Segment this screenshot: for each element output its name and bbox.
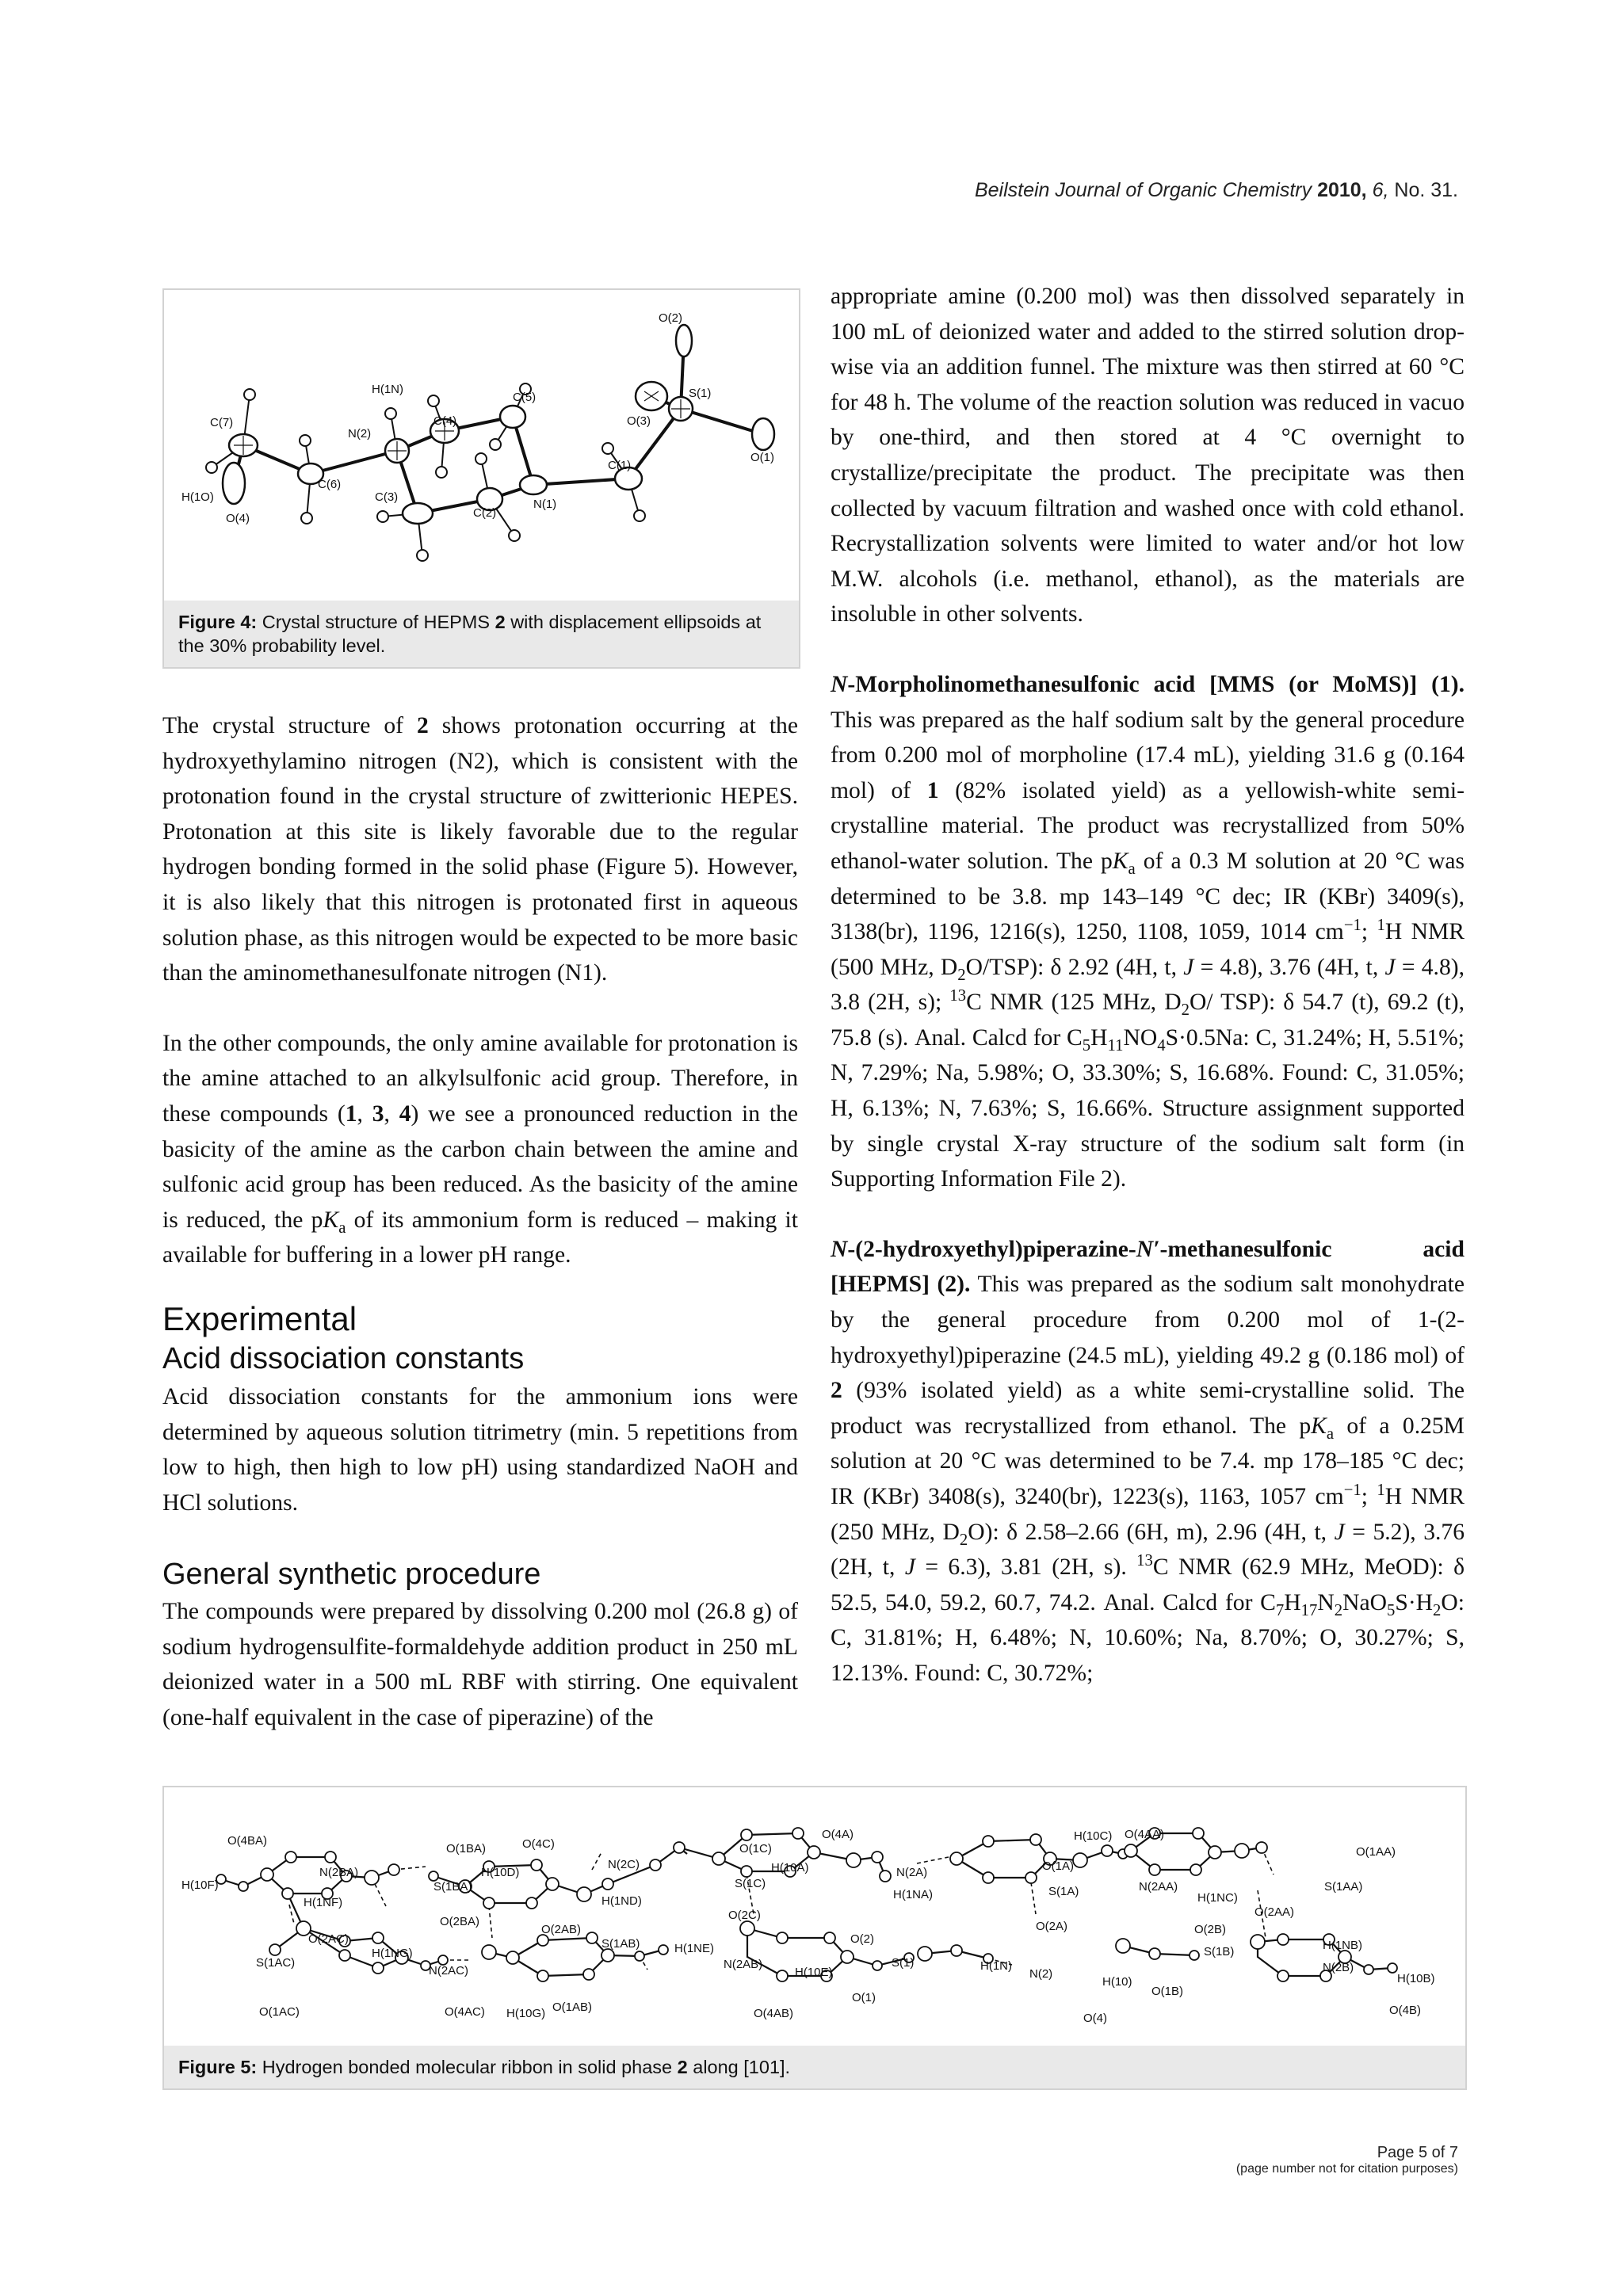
atom-label: H(10G) — [506, 2007, 546, 2020]
atom-label-N2: N(2) — [348, 427, 372, 441]
heading-experimental: Experimental — [162, 1300, 357, 1337]
atom-label: O(4BA) — [227, 1834, 268, 1848]
atom-label: O(1C) — [739, 1842, 772, 1855]
page-number-note: (page number not for citation purposes) — [1235, 2162, 1458, 2176]
atom-label: O(1AA) — [1356, 1845, 1396, 1859]
atom-label: H(1NA) — [893, 1888, 934, 1901]
atom-label: O(1BA) — [446, 1842, 487, 1855]
atom-label: O(2B) — [1194, 1923, 1227, 1936]
journal-year: 2010, — [1317, 179, 1367, 201]
paragraph-other-compounds: In the other compounds, the only amine available for protonation is the amine attached to an alkylsulfonic acid group. Therefore, in these compounds (1, 3, 4) we see a pronounced reduction in the basicity of the amine as the carbon chain between the amine and sulfonic acid group has been reduced. As the basicity of the amine is reduced, the $pK_a$ of its ammonium form is reduced – making it available for buffering in a lower pH range. — [162, 1030, 799, 1268]
left-column-body-1 — [162, 708, 798, 1273]
atom-label: N(2BA) — [319, 1866, 359, 1879]
atom-label-S1: S(1) — [689, 387, 712, 400]
figure-4 — [162, 288, 800, 669]
atom-label: N(2A) — [896, 1866, 928, 1879]
atom-label: O(2AA) — [1254, 1905, 1295, 1919]
atom-label: H(1NG) — [372, 1947, 413, 1960]
atom-label-O1: O(1) — [750, 451, 774, 464]
figure-4-label: Figure 4: — [178, 612, 258, 632]
atom-label: O(1A) — [1042, 1859, 1075, 1873]
atom-label: N(2AB) — [724, 1958, 763, 1971]
journal-number: No. 31. — [1394, 179, 1458, 201]
atom-label: N(2B) — [1323, 1961, 1354, 1974]
running-head — [975, 179, 1458, 202]
atom-label: H(10) — [1102, 1975, 1132, 1989]
atom-label: H(1NF) — [304, 1896, 343, 1909]
atom-label: O(1) — [852, 1991, 876, 2004]
mms-title: N-Morpholinomethanesulfonic acid [MMS (or MoMS)] (1). — [831, 671, 1465, 697]
atom-label: O(1AB) — [552, 2000, 593, 2014]
atom-label: S(1A) — [1048, 1885, 1079, 1898]
atom-label: O(2AC) — [308, 1932, 349, 1946]
atom-label: S(1C) — [735, 1877, 766, 1890]
figure-5-ribbon — [164, 1787, 1465, 2039]
atom-label: H(1N) — [980, 1959, 1012, 1973]
atom-label-O3: O(3) — [627, 414, 651, 428]
atom-label-C7: C(7) — [210, 416, 234, 429]
atom-label: H(10C) — [1074, 1829, 1113, 1843]
figure-5 — [162, 1786, 1467, 2090]
atom-label: O(1B) — [1151, 1985, 1184, 1998]
left-column-body-2 — [162, 1379, 798, 1520]
heading-acid-dissociation: Acid dissociation constants — [162, 1342, 525, 1375]
atom-label-C6: C(6) — [318, 478, 342, 491]
paragraph-mms: N-Morpholinomethanesulfonic acid [MMS (or MoMS)] (1). This was prepared as the half sodium salt by the general procedure from 0.200 mol of morpholine (17.4 mL), yielding 31.6 g (0.164 mol) of 1 (82% isolated yield) as a yellowish-white semi-crystalline material. The product was recrystallized from 50% ethanol-water solution. The $pK_a$ of a 0.3 M solution at 20 °C was determined to be 3.8. mp 143–149 °C dec; IR (KBr) 3409(s), 3138(br), 1196, 1216(s), 1250, 1108, 1059, 1014 $cm^{-1}$; $^1$H NMR (500 MHz, $D_2O/TSP$): δ 2.92 (4H, t, J = 4.8), 3.76 (4H, t, J = 4.8), 3.8 (2H, s); $^{13}$C NMR (125 MHz, $D_2O/$ TSP): δ 54.7 (t), 69.2 (t), 75.8 (s). Anal. Calcd for $C_5H_{11}NO_4S\cdot 0.5Na$: C, 31.24%; H, 5.51%; N, 7.29%; Na, 5.98%; O, 33.30%; S, 16.68%. Found: C, 31.05%; H, 6.13%; N, 7.63%; S, 16.66%. Structure assignment supported by single crystal X-ray structure of the sodium salt form (in Supporting Information File 2). — [831, 671, 1465, 1192]
atom-label: O(4) — [1083, 2012, 1107, 2025]
atom-label: H(1NB) — [1323, 1939, 1363, 1952]
atom-label: O(4AA) — [1125, 1828, 1165, 1841]
atom-label: O(1AC) — [259, 2005, 300, 2019]
atom-label-C1: C(1) — [608, 459, 632, 472]
atom-label: S(1B) — [1204, 1945, 1235, 1958]
atom-label: N(2C) — [608, 1858, 640, 1871]
paragraph-hepms: N-(2-hydroxyethyl)piperazine-N′-methanesulfonic acid [HEPMS] (2). This was prepared as the sodium salt monohydrate by the general procedure from 0.200 mol of 1-(2-hydroxyethyl)piperazine (24.5 mL), yielding 49.2 g (0.186 mol) of 2 (93% isolated yield) as a white semi-crystalline solid. The product was recrystallized from ethanol. The $pK_a$ of a 0.25M solution at 20 °C was determined to be 7.4. mp 178–185 °C dec; IR (KBr) 3408(s), 3240(br), 1223(s), 1163, 1057 $cm^{-1}$; $^1$H NMR (250 MHz, $D_2O$): δ 2.58–2.66 (6H, m), 2.96 (4H, t, J = 5.2), 3.76 (2H, t, J = 6.3), 3.81 (2H, s). $^{13}$C NMR (62.9 MHz, MeOD): δ 52.5, 54.0, 59.2, 60.7, 74.2. Anal. Calcd for $C_7H_{17}N_2NaO_5S\cdot H_2O$: C, 31.81%; H, 6.48%; N, 10.60%; Na, 8.70%; O, 30.27%; S, 12.13%. Found: C, 30.72%; — [831, 1236, 1465, 1686]
journal-name: Beilstein Journal of Organic Chemistry — [974, 179, 1312, 201]
atom-label: O(2C) — [728, 1909, 761, 1922]
figure-5-caption: Figure 5: Hydrogen bonded molecular ribbon in solid phase 2 along [101]. — [164, 2046, 1465, 2088]
atom-label: S(1AC) — [256, 1956, 296, 1970]
atom-label: H(1NC) — [1197, 1891, 1238, 1905]
atom-label: N(2) — [1029, 1967, 1053, 1981]
journal-volume: 6, — [1372, 179, 1389, 201]
figure-5-label: Figure 5: — [178, 2057, 258, 2077]
atom-label: H(1NE) — [674, 1942, 715, 1955]
atom-label: O(4B) — [1389, 2004, 1422, 2017]
atom-label: O(2) — [850, 1932, 874, 1946]
page-number: Page 5 of 7 — [1377, 2144, 1458, 2161]
atom-label: O(4A) — [822, 1828, 854, 1841]
atom-label: H(10F) — [181, 1878, 219, 1892]
atom-label: H(10A) — [771, 1861, 809, 1875]
atom-label: O(2BA) — [440, 1915, 480, 1928]
hepms-title: N-(2-hydroxyethyl)piperazine-N′-methanesulfonic acid [HEPMS] (2). — [831, 1236, 1465, 1298]
atom-label: O(4AB) — [754, 2007, 794, 2020]
paragraph-general-synthetic: The compounds were prepared by dissolving 0.200 mol (26.8 g) of sodium hydrogensulfite-formaldehyde addition product in 250 mL deionized water in a 500 mL RBF with stirring. One equivalent (one-half equivalent in the case of piperazine) of the — [162, 1599, 798, 1730]
figure-4-caption: Figure 4: Crystal structure of HEPMS 2 with displacement ellipsoids at the 30% probability level. — [164, 601, 799, 667]
atom-label-N1: N(1) — [533, 498, 557, 511]
atom-label: N(2AC) — [429, 1964, 469, 1978]
atom-label-C4: C(4) — [433, 414, 457, 428]
heading-general-synthetic: General synthetic procedure — [162, 1558, 541, 1591]
paragraph-procedure-continued: appropriate amine (0.200 mol) was then dissolved separately in 100 mL of deionized water and added to the stirred solution drop-wise via an addition funnel. The mixture was then stirred at 60 °C for 48 h. The volume of the reaction solution was reduced in vacuo by one-third, and then stored at 4 °C overnight to crystallize/precipitate the product. The precipitate was then collected by vacuum filtration and washed once with cold ethanol. Recrystallization solvents were limited to water and/or hot low M.W. alcohols (i.e. methanol, ethanol), as the materials are insoluble in other solvents. — [831, 284, 1465, 627]
atom-label: S(1AB) — [601, 1937, 640, 1951]
atom-label: S(1BA) — [433, 1880, 472, 1894]
right-column-body — [831, 279, 1465, 1691]
atom-label: O(4AC) — [445, 2005, 485, 2019]
left-column-body-3 — [162, 1594, 798, 1735]
atom-label-O4: O(4) — [226, 512, 250, 525]
atom-label: H(1ND) — [601, 1894, 642, 1908]
atom-label-O2: O(2) — [659, 311, 682, 325]
atom-label-H1N: H(1N) — [372, 383, 403, 396]
atom-label: S(1AA) — [1324, 1880, 1363, 1894]
figure-4-crystal-structure — [164, 290, 799, 599]
atom-label: N(2AA) — [1139, 1880, 1178, 1894]
atom-label: H(10D) — [481, 1866, 520, 1879]
atom-label: H(10B) — [1397, 1972, 1435, 1985]
atom-label-H1O: H(1O) — [181, 490, 214, 504]
atom-label: O(2AB) — [541, 1923, 582, 1936]
atom-label-C3: C(3) — [375, 490, 399, 504]
atom-label-C2: C(2) — [473, 506, 497, 520]
atom-label: O(2A) — [1036, 1920, 1068, 1933]
paragraph-crystal-structure: The crystal structure of 2 shows protonation occurring at the hydroxyethylamino nitrogen (N2), which is consistent with the protonation found in the crystal structure of zwitterionic HEPES. Protonation at this site is likely favorable due to the regular hydrogen bonding formed in the solid phase (Figure 5). However, it is also likely that this nitrogen is protonated first in aqueous solution phase, as this nitrogen would be expected to be more basic than the aminomethanesulfonate nitrogen (N1). — [162, 713, 798, 986]
paragraph-acid-dissociation: Acid dissociation constants for the ammonium ions were determined by aqueous solution titrimetry (min. 5 repetitions from low to high, then high to low pH) using standardized NaOH and HCl solutions. — [162, 1384, 798, 1516]
atom-label: O(4C) — [522, 1837, 555, 1851]
page-footer — [1236, 2144, 1458, 2176]
atom-label-C5: C(5) — [513, 391, 537, 404]
atom-label: S(1) — [892, 1956, 915, 1970]
atom-label: H(10E) — [795, 1966, 833, 1979]
